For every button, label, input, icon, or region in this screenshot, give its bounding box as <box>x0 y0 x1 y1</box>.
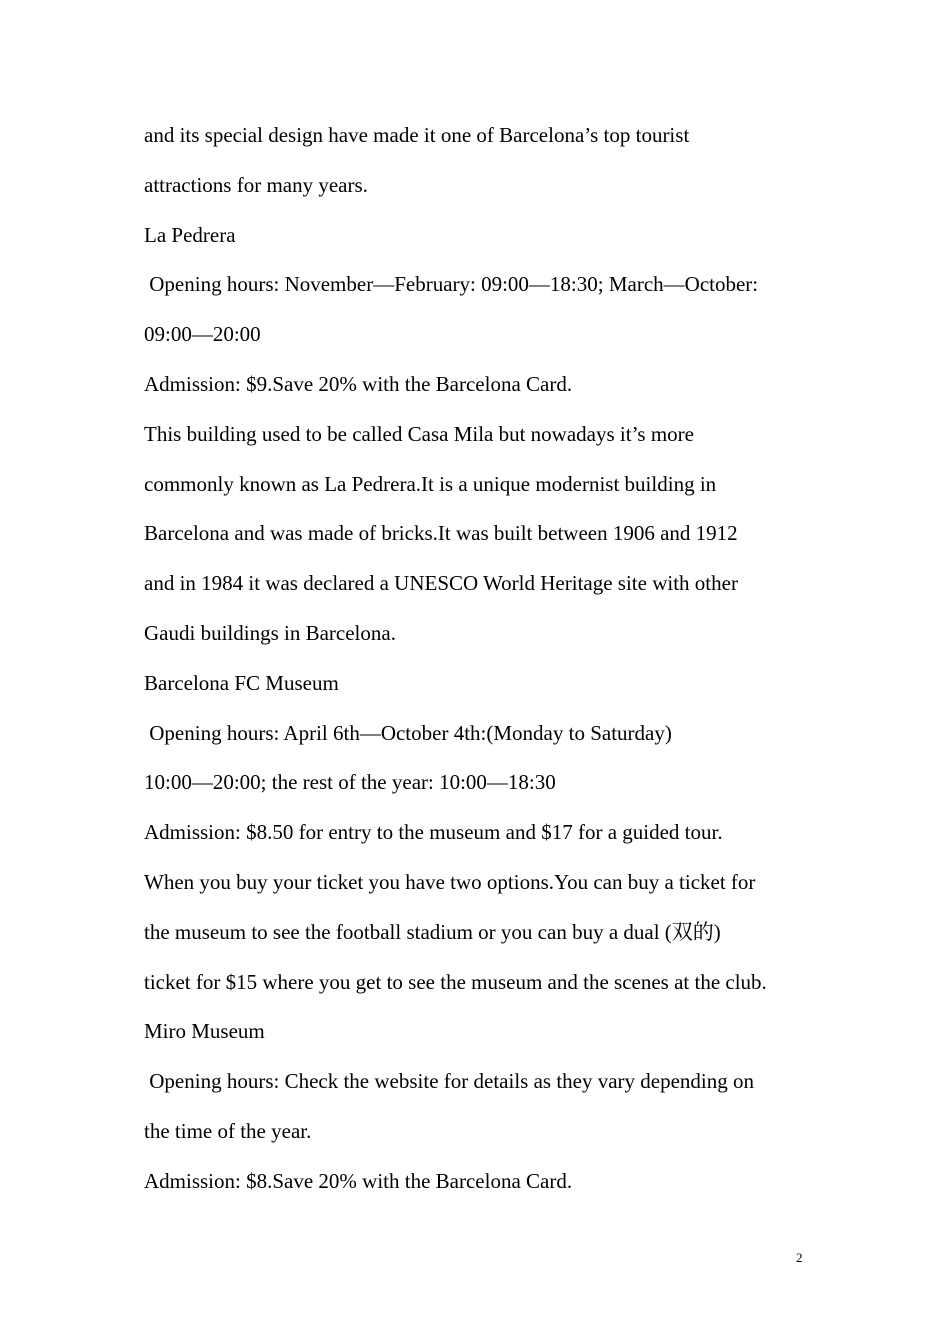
admission-line: Admission: $8.50 for entry to the museum and $17 for a guided tour. <box>144 820 723 845</box>
text-line: 09:00—20:00 <box>144 322 261 347</box>
text-line: ticket for $15 where you get to see the museum and the scenes at the club. <box>144 969 767 994</box>
text-line: the museum to see the football stadium or you can buy a dual (双的) <box>144 919 721 944</box>
text-line: When you buy your ticket you have two options.You can buy a ticket for <box>144 869 756 894</box>
admission-line: Admission: $8.Save 20% with the Barcelona Card. <box>144 1168 573 1193</box>
text-line: and its special design have made it one of Barcelona’s top tourist <box>144 123 690 147</box>
text-line: commonly known as La Pedrera.It is a unique modernist building in <box>144 471 717 496</box>
text-line: the time of the year. <box>144 1118 312 1143</box>
opening-hours-line: Opening hours: April 6th—October 4th:(Monday to Saturday) <box>144 720 672 745</box>
text-line: 10:00—20:00; the rest of the year: 10:00—18:30 <box>144 770 556 795</box>
section-heading-la-pedrera: La Pedrera <box>144 222 236 247</box>
section-heading-miro-museum: Miro Museum <box>144 1019 265 1044</box>
opening-hours-line: Opening hours: Check the website for details as they vary depending on <box>144 1069 755 1094</box>
document-body <box>144 111 824 1207</box>
text-line: Barcelona and was made of bricks.It was built between 1906 and 1912 <box>144 521 738 546</box>
text-line: attractions for many years. <box>144 172 368 197</box>
section-heading-barcelona-fc-museum: Barcelona FC Museum <box>144 670 339 695</box>
admission-line: Admission: $9.Save 20% with the Barcelona Card. <box>144 371 573 396</box>
text-line: Gaudi buildings in Barcelona. <box>144 620 396 645</box>
text-line: This building used to be called Casa Mila but nowadays it’s more <box>144 421 694 446</box>
page-number: 2 <box>796 1250 803 1265</box>
opening-hours-line: Opening hours: November—February: 09:00—18:30; March—October: <box>144 272 759 297</box>
text-line: and in 1984 it was declared a UNESCO World Heritage site with other <box>144 571 738 596</box>
